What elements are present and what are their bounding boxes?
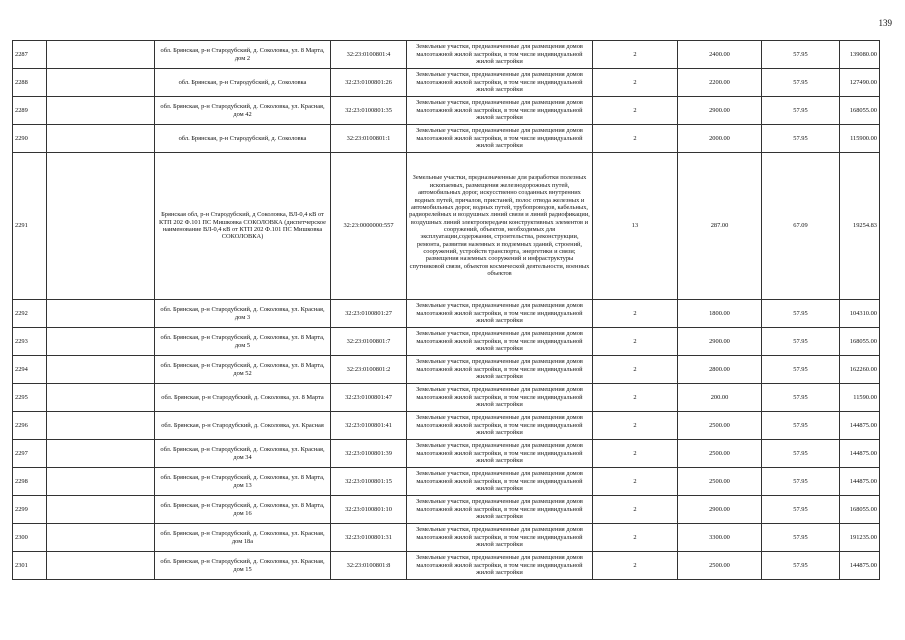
- group-code-cell: 13: [593, 153, 678, 300]
- cadastral-number-cell: 32:23:0100801:8: [331, 552, 407, 580]
- land-use-cell: Земельные участки, предназначенные для размещения домов малоэтажной жилой застройки, в том числе индивидуальной жилой застройки: [407, 552, 593, 580]
- land-use-cell: Земельные участки, предназначенные для размещения домов малоэтажной жилой застройки, в том числе индивидуальной жилой застройки: [407, 125, 593, 153]
- row-number-cell: 2293: [13, 328, 47, 356]
- row-number-cell: 2299: [13, 496, 47, 524]
- area-cell: 200.00: [678, 384, 762, 412]
- row-number-cell: 2291: [13, 153, 47, 300]
- address-cell: обл. Брянская, р-н Стародубский, д. Соколовка, ул. Красная, дом 3: [155, 300, 331, 328]
- cadastral-number-cell: 32:23:0100801:1: [331, 125, 407, 153]
- group-code-cell: 2: [593, 412, 678, 440]
- land-use-cell: Земельные участки, предназначенные для размещения домов малоэтажной жилой застройки, в том числе индивидуальной жилой застройки: [407, 41, 593, 69]
- row-number-cell: 2297: [13, 440, 47, 468]
- rate-cell: 57.95: [762, 125, 840, 153]
- cadastral-value-cell: 144875.00: [840, 440, 880, 468]
- area-cell: 2200.00: [678, 69, 762, 97]
- group-code-cell: 2: [593, 440, 678, 468]
- land-use-cell: Земельные участки, предназначенные для размещения домов малоэтажной жилой застройки, в том числе индивидуальной жилой застройки: [407, 356, 593, 384]
- cadastral-value-cell: 139080.00: [840, 41, 880, 69]
- address-cell: Брянская обл, р-н Стародубский, д Соколовка, ВЛ-0,4 кВ от КТП 202 Ф.101 ПС Мишковка СОКОЛОВКА (диспетчерское наименование ВЛ-0,4 кВ от КТП 202 Ф.101 ПС Мишковка СОКОЛОВКА): [155, 153, 331, 300]
- row-number-cell: 2292: [13, 300, 47, 328]
- table-row: [13, 125, 880, 153]
- row-number-cell: 2288: [13, 69, 47, 97]
- cadastral-value-cell: 168055.00: [840, 328, 880, 356]
- group-code-cell: 2: [593, 384, 678, 412]
- blank-cell: [47, 300, 155, 328]
- row-number-cell: 2301: [13, 552, 47, 580]
- land-use-cell: Земельные участки, предназначенные для размещения домов малоэтажной жилой застройки, в том числе индивидуальной жилой застройки: [407, 69, 593, 97]
- address-cell: обл. Брянская, р-н Стародубский, д. Соколовка, ул. Красная: [155, 412, 331, 440]
- cadastral-value-cell: 104310.00: [840, 300, 880, 328]
- rate-cell: 57.95: [762, 524, 840, 552]
- registry-table: [12, 40, 880, 580]
- cadastral-value-cell: 168055.00: [840, 97, 880, 125]
- table-row: [13, 552, 880, 580]
- address-cell: обл. Брянская, р-н Стародубский, д. Соколовка: [155, 125, 331, 153]
- address-cell: обл. Брянская, р-н Стародубский, д. Соколовка, ул. 8 Марта, дом 52: [155, 356, 331, 384]
- address-cell: обл. Брянская, р-н Стародубский, д. Соколовка: [155, 69, 331, 97]
- group-code-cell: 2: [593, 41, 678, 69]
- land-use-cell: Земельные участки, предназначенные для размещения домов малоэтажной жилой застройки, в том числе индивидуальной жилой застройки: [407, 412, 593, 440]
- group-code-cell: 2: [593, 468, 678, 496]
- cadastral-number-cell: 32:23:0100801:47: [331, 384, 407, 412]
- cadastral-number-cell: 32:23:0100801:41: [331, 412, 407, 440]
- table-row: [13, 153, 880, 300]
- cadastral-value-cell: 191235.00: [840, 524, 880, 552]
- address-cell: обл. Брянская, р-н Стародубский, д. Соколовка, ул. 8 Марта, дом 5: [155, 328, 331, 356]
- blank-cell: [47, 153, 155, 300]
- cadastral-number-cell: 32:23:0100801:39: [331, 440, 407, 468]
- group-code-cell: 2: [593, 356, 678, 384]
- row-number-cell: 2296: [13, 412, 47, 440]
- table-row: [13, 300, 880, 328]
- table-row: [13, 524, 880, 552]
- land-use-cell: Земельные участки, предназначенные для размещения домов малоэтажной жилой застройки, в том числе индивидуальной жилой застройки: [407, 524, 593, 552]
- area-cell: 2900.00: [678, 496, 762, 524]
- cadastral-value-cell: 144875.00: [840, 412, 880, 440]
- area-cell: 2900.00: [678, 97, 762, 125]
- blank-cell: [47, 384, 155, 412]
- row-number-cell: 2289: [13, 97, 47, 125]
- group-code-cell: 2: [593, 552, 678, 580]
- row-number-cell: 2287: [13, 41, 47, 69]
- blank-cell: [47, 97, 155, 125]
- group-code-cell: 2: [593, 328, 678, 356]
- land-use-cell: Земельные участки, предназначенные для размещения домов малоэтажной жилой застройки, в том числе индивидуальной жилой застройки: [407, 384, 593, 412]
- page-number: 139: [878, 18, 892, 28]
- cadastral-number-cell: 32:23:0100801:4: [331, 41, 407, 69]
- group-code-cell: 2: [593, 125, 678, 153]
- row-number-cell: 2295: [13, 384, 47, 412]
- address-cell: обл. Брянская, р-н Стародубский, д. Соколовка, ул. Красная, дом 42: [155, 97, 331, 125]
- table-row: [13, 384, 880, 412]
- land-use-cell: Земельные участки, предназначенные для размещения домов малоэтажной жилой застройки, в том числе индивидуальной жилой застройки: [407, 97, 593, 125]
- cadastral-value-cell: 19254.83: [840, 153, 880, 300]
- rate-cell: 57.95: [762, 552, 840, 580]
- table-row: [13, 328, 880, 356]
- address-cell: обл. Брянская, р-н Стародубский, д. Соколовка, ул. 8 Марта, дом 16: [155, 496, 331, 524]
- rate-cell: 57.95: [762, 69, 840, 97]
- rate-cell: 57.95: [762, 440, 840, 468]
- blank-cell: [47, 440, 155, 468]
- blank-cell: [47, 356, 155, 384]
- area-cell: 2500.00: [678, 552, 762, 580]
- row-number-cell: 2290: [13, 125, 47, 153]
- land-use-cell: Земельные участки, предназначенные для размещения домов малоэтажной жилой застройки, в том числе индивидуальной жилой застройки: [407, 440, 593, 468]
- rate-cell: 57.95: [762, 97, 840, 125]
- area-cell: 2500.00: [678, 440, 762, 468]
- area-cell: 2500.00: [678, 468, 762, 496]
- rate-cell: 57.95: [762, 412, 840, 440]
- area-cell: 2500.00: [678, 412, 762, 440]
- area-cell: 2900.00: [678, 328, 762, 356]
- cadastral-number-cell: 32:23:0000000:557: [331, 153, 407, 300]
- address-cell: обл. Брянская, р-н Стародубский, д. Соколовка, ул. 8 Марта, дом 2: [155, 41, 331, 69]
- blank-cell: [47, 125, 155, 153]
- row-number-cell: 2294: [13, 356, 47, 384]
- rate-cell: 67.09: [762, 153, 840, 300]
- table-row: [13, 356, 880, 384]
- blank-cell: [47, 496, 155, 524]
- area-cell: 2800.00: [678, 356, 762, 384]
- rate-cell: 57.95: [762, 300, 840, 328]
- group-code-cell: 2: [593, 524, 678, 552]
- rate-cell: 57.95: [762, 468, 840, 496]
- address-cell: обл. Брянская, р-н Стародубский, д. Соколовка, ул. Красная, дом 34: [155, 440, 331, 468]
- cadastral-number-cell: 32:23:0100801:7: [331, 328, 407, 356]
- table-row: [13, 41, 880, 69]
- area-cell: 287.00: [678, 153, 762, 300]
- blank-cell: [47, 69, 155, 97]
- address-cell: обл. Брянская, р-н Стародубский, д. Соколовка, ул. 8 Марта: [155, 384, 331, 412]
- cadastral-number-cell: 32:23:0100801:35: [331, 97, 407, 125]
- cadastral-number-cell: 32:23:0100801:31: [331, 524, 407, 552]
- row-number-cell: 2300: [13, 524, 47, 552]
- cadastral-number-cell: 32:23:0100801:26: [331, 69, 407, 97]
- area-cell: 2400.00: [678, 41, 762, 69]
- blank-cell: [47, 524, 155, 552]
- cadastral-value-cell: 168055.00: [840, 496, 880, 524]
- cadastral-number-cell: 32:23:0100801:27: [331, 300, 407, 328]
- cadastral-number-cell: 32:23:0100801:15: [331, 468, 407, 496]
- blank-cell: [47, 412, 155, 440]
- group-code-cell: 2: [593, 496, 678, 524]
- row-number-cell: 2298: [13, 468, 47, 496]
- cadastral-value-cell: 144875.00: [840, 468, 880, 496]
- blank-cell: [47, 468, 155, 496]
- registry-body: [13, 41, 880, 580]
- blank-cell: [47, 328, 155, 356]
- address-cell: обл. Брянская, р-н Стародубский, д. Соколовка, ул. Красная, дом 15: [155, 552, 331, 580]
- land-use-cell: Земельные участки, предназначенные для размещения домов малоэтажной жилой застройки, в том числе индивидуальной жилой застройки: [407, 300, 593, 328]
- table-row: [13, 412, 880, 440]
- land-use-cell: Земельные участки, предназначенные для разработки полезных ископаемых, размещения железнодорожных путей, автомобильных дорог, искусственно созданных внутренних водных путей, причалов, пристаней, полос отвода железных и автомобильных дорог, водных путей, трубопроводов, кабельных, радиорелейных и воздушных линий связи и линий радиофикации, воздушных линий электропередачи конструктивных элементов и сооружений, объектов, необходимых для эксплуатации,содержания, строительства, реконструкции, ремонта, развития наземных и подземных зданий, строений, сооружений, устройств транспорта, энергетики и связи; размещения наземных сооружений и инфраструктуры спутниковой связи, объектов космической деятельности, военных объектов: [407, 153, 593, 300]
- cadastral-value-cell: 127490.00: [840, 69, 880, 97]
- rate-cell: 57.95: [762, 356, 840, 384]
- group-code-cell: 2: [593, 300, 678, 328]
- blank-cell: [47, 552, 155, 580]
- address-cell: обл. Брянская, р-н Стародубский, д. Соколовка, ул. 8 Марта, дом 13: [155, 468, 331, 496]
- table-row: [13, 468, 880, 496]
- land-use-cell: Земельные участки, предназначенные для размещения домов малоэтажной жилой застройки, в том числе индивидуальной жилой застройки: [407, 328, 593, 356]
- table-row: [13, 440, 880, 468]
- rate-cell: 57.95: [762, 41, 840, 69]
- cadastral-number-cell: 32:23:0100801:10: [331, 496, 407, 524]
- blank-cell: [47, 41, 155, 69]
- group-code-cell: 2: [593, 97, 678, 125]
- area-cell: 3300.00: [678, 524, 762, 552]
- area-cell: 1800.00: [678, 300, 762, 328]
- table-row: [13, 97, 880, 125]
- cadastral-value-cell: 162260.00: [840, 356, 880, 384]
- cadastral-number-cell: 32:23:0100801:2: [331, 356, 407, 384]
- land-use-cell: Земельные участки, предназначенные для размещения домов малоэтажной жилой застройки, в том числе индивидуальной жилой застройки: [407, 468, 593, 496]
- area-cell: 2000.00: [678, 125, 762, 153]
- rate-cell: 57.95: [762, 328, 840, 356]
- address-cell: обл. Брянская, р-н Стародубский, д. Соколовка, ул. Красная, дом 18а: [155, 524, 331, 552]
- group-code-cell: 2: [593, 69, 678, 97]
- rate-cell: 57.95: [762, 496, 840, 524]
- cadastral-value-cell: 144875.00: [840, 552, 880, 580]
- cadastral-value-cell: 11590.00: [840, 384, 880, 412]
- rate-cell: 57.95: [762, 384, 840, 412]
- table-row: [13, 496, 880, 524]
- land-use-cell: Земельные участки, предназначенные для размещения домов малоэтажной жилой застройки, в том числе индивидуальной жилой застройки: [407, 496, 593, 524]
- table-row: [13, 69, 880, 97]
- cadastral-value-cell: 115900.00: [840, 125, 880, 153]
